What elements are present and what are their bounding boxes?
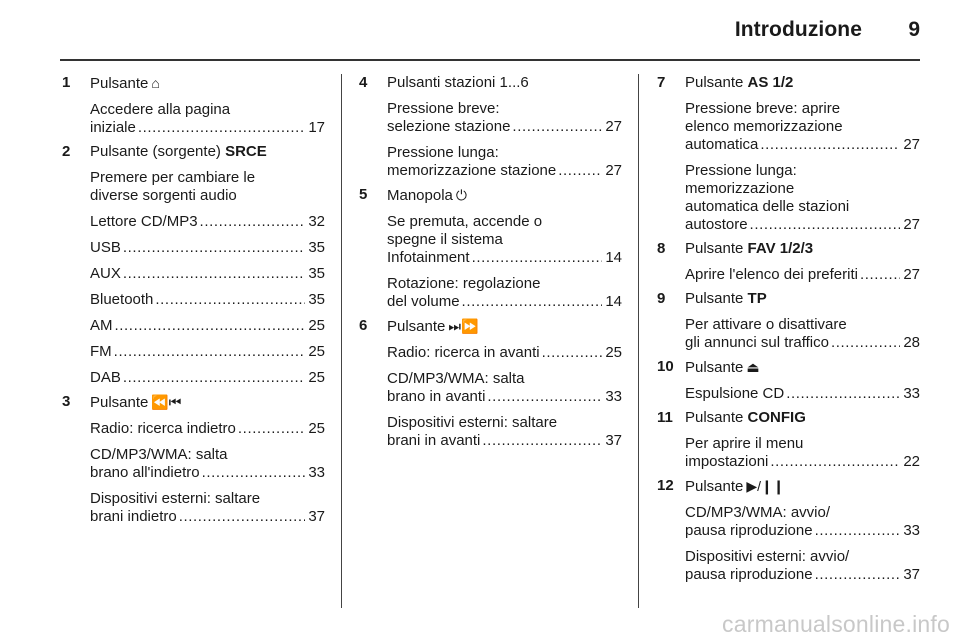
entry-text: brano all'indietro [90, 464, 200, 481]
entry-page-number: 37 [903, 566, 920, 583]
page-number: 9 [908, 18, 920, 41]
item-entry [90, 291, 325, 309]
entry-text: memorizzazione stazione [387, 162, 557, 179]
legend-item [359, 186, 622, 311]
item-entry [387, 213, 622, 267]
entry-page-number: 27 [605, 118, 622, 135]
dot-leader [770, 453, 900, 471]
item-number: 4 [359, 74, 368, 91]
entry-text: selezione stazione [387, 118, 511, 135]
page-header [60, 18, 920, 48]
entry-page-ref [685, 453, 920, 471]
entry-text: brani in avanti [387, 432, 481, 449]
entry-page-ref [685, 334, 920, 352]
entry-page-number: 27 [903, 266, 920, 283]
dot-leader [815, 522, 901, 540]
item-heading [90, 74, 325, 93]
item-number: 5 [359, 186, 368, 203]
entry-page-number: 37 [308, 508, 325, 525]
entry-text: Accedere alla pagina [90, 101, 231, 118]
entry-page-number: 25 [308, 369, 325, 386]
item-entry [90, 265, 325, 283]
dot-leader [202, 464, 306, 482]
dot-leader [123, 239, 305, 257]
entry-page-number: 25 [308, 343, 325, 360]
item-number: 9 [657, 290, 666, 307]
entry-page-number: 37 [605, 432, 622, 449]
entry-page-ref [685, 266, 920, 284]
entry-text: Infotainment [387, 249, 470, 266]
legend-item [657, 358, 920, 403]
entry-page-ref [685, 522, 920, 540]
entry-text: CD/MP3/WMA: avvio/ [685, 504, 831, 521]
entry-text: Aprire l'elenco dei preferiti [685, 266, 858, 283]
entry-text: brani indietro [90, 508, 177, 525]
entry-text: DAB [90, 369, 121, 386]
entry-text: Pressione lunga: [685, 162, 797, 179]
dot-leader [114, 343, 306, 361]
dot-leader [815, 566, 901, 584]
item-entry [90, 420, 325, 438]
item-heading [90, 393, 325, 412]
entry-page-ref [90, 119, 325, 137]
entry-page-number: 14 [605, 293, 622, 310]
item-number: 2 [62, 143, 71, 160]
entry-text: Dispositivi esterni: avvio/ [685, 548, 850, 565]
entry-text: impostazioni [685, 453, 769, 470]
item-heading [387, 74, 622, 92]
item-entry [387, 414, 622, 450]
item-entry [387, 344, 622, 362]
entry-text: Per attivare o disattivare [685, 316, 847, 333]
item-entry [90, 446, 325, 482]
eject-icon: ⏏ [746, 359, 760, 375]
entry-text: AUX [90, 265, 121, 282]
item-heading-text: Pulsante [685, 409, 744, 426]
entry-page-number: 22 [903, 453, 920, 470]
item-entry [387, 370, 622, 406]
column-divider [341, 74, 342, 608]
dot-leader [558, 162, 602, 180]
header-rule [60, 59, 920, 61]
legend-item [657, 477, 920, 584]
dot-leader [462, 293, 603, 311]
entry-page-number: 17 [308, 119, 325, 136]
dot-leader [123, 265, 305, 283]
entry-text: CD/MP3/WMA: salta [387, 370, 525, 387]
entry-page-number: 33 [605, 388, 622, 405]
play-pause-icon: ▶/❙❙ [746, 478, 785, 494]
power-knob-icon: ⏻ [455, 187, 467, 203]
dot-leader [487, 388, 602, 406]
item-number: 6 [359, 317, 368, 334]
entry-page-number: 32 [308, 213, 325, 230]
dot-leader [138, 119, 305, 137]
item-heading [387, 317, 622, 336]
entry-text: iniziale [90, 119, 136, 136]
entry-text: Se premuta, accende o [387, 213, 543, 230]
legend-item [657, 74, 920, 234]
item-heading-text: Pulsanti stazioni 1...6 [387, 74, 529, 91]
dot-leader [512, 118, 602, 136]
entry-text: Dispositivi esterni: saltare [90, 490, 261, 507]
dot-leader [482, 432, 602, 450]
control-name: FAV 1/2/3 [747, 240, 814, 257]
item-entry [685, 266, 920, 284]
watermark: carmanualsonline.info [722, 611, 950, 637]
item-entry [90, 213, 325, 231]
item-entry [685, 548, 920, 584]
entry-text: automatica [685, 136, 759, 153]
entry-text: Espulsione CD [685, 385, 785, 402]
dot-leader [200, 213, 306, 231]
entry-page-ref [90, 369, 325, 387]
entry-page-number: 33 [903, 522, 920, 539]
dot-leader [542, 344, 603, 362]
seek-forward-icon: ⏭⏩ [448, 318, 479, 334]
entry-text: spegne il sistema [387, 231, 503, 248]
dot-leader [760, 136, 900, 154]
entry-text: automatica delle stazioni [685, 198, 850, 215]
entry-page-number: 27 [903, 136, 920, 153]
entry-page-number: 14 [605, 249, 622, 266]
item-number: 12 [657, 477, 674, 494]
item-number: 11 [657, 409, 673, 426]
item-entry [685, 162, 920, 234]
entry-page-ref [90, 420, 325, 438]
item-heading [685, 409, 920, 427]
item-heading-text: Pulsante [90, 394, 149, 411]
entry-text: pausa riproduzione [685, 522, 813, 539]
entry-text: memorizzazione [685, 180, 795, 197]
item-heading-text: Pulsante [387, 318, 446, 335]
entry-text: Pressione breve: [387, 100, 500, 117]
entry-page-ref [685, 136, 920, 154]
entry-text: Rotazione: regolazione [387, 275, 541, 292]
page-title: Introduzione [734, 18, 862, 41]
dot-leader [831, 334, 900, 352]
entry-page-number: 35 [308, 239, 325, 256]
item-heading [685, 358, 920, 377]
entry-page-ref [387, 118, 622, 136]
legend-item [657, 240, 920, 284]
item-heading-text: Manopola [387, 187, 453, 204]
control-name: TP [747, 290, 767, 307]
legend-item [657, 290, 920, 352]
item-heading-text: Pulsante [685, 240, 744, 257]
entry-page-number: 27 [903, 216, 920, 233]
dot-leader [472, 249, 603, 267]
legend-item [62, 143, 325, 387]
entry-page-ref [685, 216, 920, 234]
item-entry [90, 239, 325, 257]
dot-leader [155, 291, 305, 309]
entry-page-ref [685, 385, 920, 403]
entry-text: del volume [387, 293, 460, 310]
item-entry [685, 504, 920, 540]
legend-item [62, 74, 325, 137]
entry-text: pausa riproduzione [685, 566, 813, 583]
entry-page-ref [90, 239, 325, 257]
item-number: 3 [62, 393, 71, 410]
entry-page-ref [387, 293, 622, 311]
item-entry [90, 490, 325, 526]
column-3 [657, 74, 920, 584]
entry-text: Per aprire il menu [685, 435, 804, 452]
item-heading [387, 186, 622, 205]
entry-text: Premere per cambiare le [90, 169, 256, 186]
entry-text: Pressione lunga: [387, 144, 499, 161]
entry-page-ref [387, 344, 622, 362]
seek-back-icon: ⏪⏮ [151, 394, 182, 410]
entry-page-ref [387, 388, 622, 406]
item-heading [90, 143, 325, 161]
item-heading [685, 290, 920, 308]
entry-text: gli annunci sul traffico [685, 334, 829, 351]
column-1 [62, 74, 325, 526]
entry-page-ref [90, 291, 325, 309]
entry-page-number: 25 [605, 344, 622, 361]
dot-leader [238, 420, 305, 438]
entry-page-ref [387, 432, 622, 450]
item-heading-text: Pulsante [685, 290, 744, 307]
entry-text: Radio: ricerca indietro [90, 420, 236, 437]
control-name: AS 1/2 [747, 74, 794, 91]
home-icon: ⌂ [151, 75, 160, 91]
entry-page-number: 33 [903, 385, 920, 402]
entry-text: diverse sorgenti audio [90, 187, 237, 204]
item-entry [90, 317, 325, 335]
column-divider [638, 74, 639, 608]
entry-page-ref [90, 343, 325, 361]
dot-leader [123, 369, 305, 387]
legend-item [657, 409, 920, 471]
dot-leader [860, 266, 900, 284]
item-entry [90, 343, 325, 361]
item-entry [387, 275, 622, 311]
item-entry [387, 100, 622, 136]
item-number: 10 [657, 358, 674, 375]
item-entry [387, 144, 622, 180]
item-heading [685, 477, 920, 496]
item-number: 7 [657, 74, 666, 91]
item-number: 8 [657, 240, 666, 257]
legend-item [359, 74, 622, 180]
entry-text: Lettore CD/MP3 [90, 213, 198, 230]
dot-leader [750, 216, 901, 234]
entry-text: USB [90, 239, 121, 256]
control-name: SRCE [225, 143, 267, 160]
entry-page-number: 25 [308, 420, 325, 437]
entry-page-ref [90, 213, 325, 231]
entry-text: Pressione breve: aprire [685, 100, 841, 117]
control-name: CONFIG [747, 409, 806, 426]
item-entry [685, 435, 920, 471]
entry-page-ref [90, 464, 325, 482]
entry-text: Radio: ricerca in avanti [387, 344, 540, 361]
item-number: 1 [62, 74, 71, 91]
entry-page-ref [90, 508, 325, 526]
entry-text: brano in avanti [387, 388, 486, 405]
entry-text: autostore [685, 216, 748, 233]
entry-text: elenco memorizzazione [685, 118, 843, 135]
item-heading-text: Pulsante [685, 74, 744, 91]
dot-leader [786, 385, 900, 403]
entry-page-number: 35 [308, 265, 325, 282]
entry-text: CD/MP3/WMA: salta [90, 446, 228, 463]
item-entry [90, 101, 325, 137]
entry-page-ref [685, 566, 920, 584]
dot-leader [179, 508, 306, 526]
entry-page-number: 35 [308, 291, 325, 308]
item-heading [685, 74, 920, 92]
entry-page-number: 33 [308, 464, 325, 481]
item-entry [685, 100, 920, 154]
item-heading [685, 240, 920, 258]
item-entry [90, 369, 325, 387]
entry-page-ref [387, 162, 622, 180]
column-2 [359, 74, 622, 450]
entry-page-ref [387, 249, 622, 267]
item-entry [685, 316, 920, 352]
entry-text: AM [90, 317, 113, 334]
item-heading-text: Pulsante [685, 478, 744, 495]
item-heading-text: Pulsante (sorgente) [90, 143, 221, 160]
dot-leader [115, 317, 306, 335]
legend-item [359, 317, 622, 450]
item-entry [90, 169, 325, 205]
entry-text: Bluetooth [90, 291, 154, 308]
entry-page-number: 25 [308, 317, 325, 334]
legend-item [62, 393, 325, 526]
entry-page-ref [90, 265, 325, 283]
entry-page-number: 27 [605, 162, 622, 179]
item-entry [685, 385, 920, 403]
entry-page-ref [90, 317, 325, 335]
entry-text: Dispositivi esterni: saltare [387, 414, 558, 431]
item-heading-text: Pulsante [90, 75, 149, 92]
entry-page-number: 28 [903, 334, 920, 351]
entry-text: FM [90, 343, 112, 360]
item-heading-text: Pulsante [685, 359, 744, 376]
